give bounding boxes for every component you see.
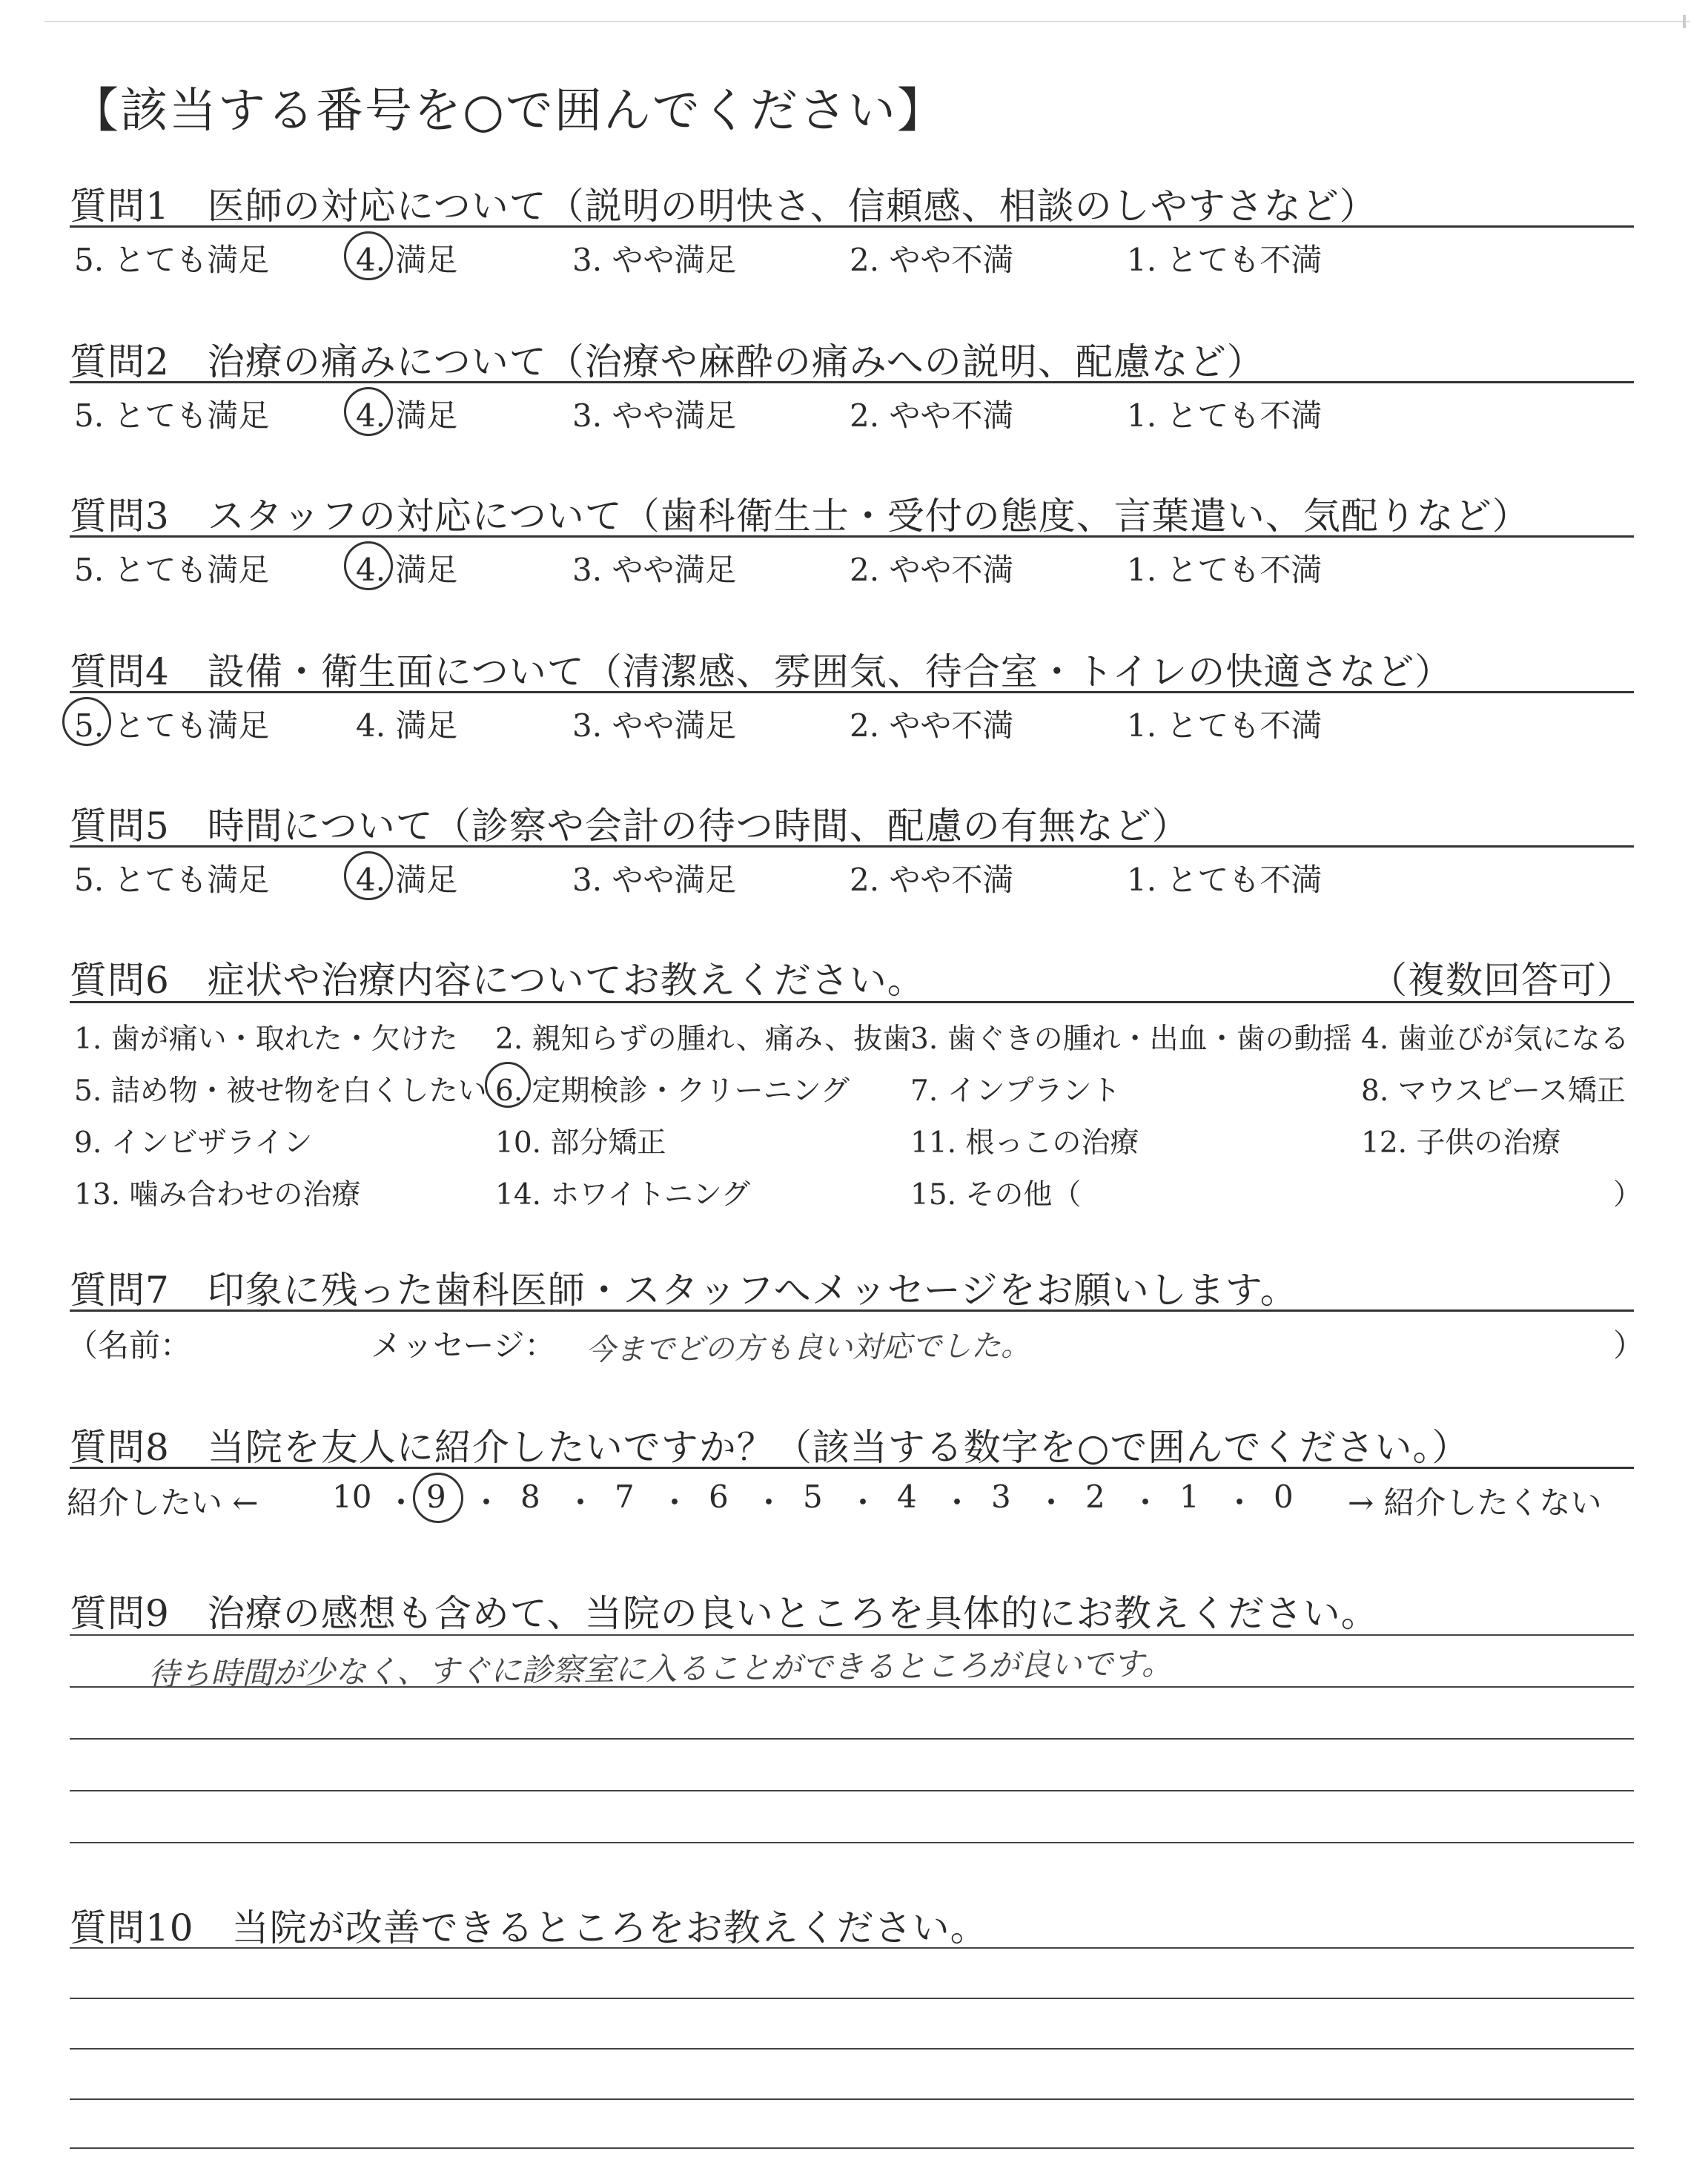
q8-selection-circle (413, 1473, 463, 1523)
q8-scale-10[interactable]: 10 (332, 1479, 372, 1515)
q9-answer-handwritten: 待ち時間が少なく、すぐに診察室に入ることができるところが良いです。 (148, 1645, 1174, 1693)
q6-heading: 質問6 症状や治療内容についてお教えください。 (70, 959, 925, 1002)
q6-option-4[interactable]: 4. 歯並びが気になる (1361, 1023, 1629, 1056)
q10-line-4 (70, 2098, 1634, 2100)
q6-option-15[interactable]: 15. その他（ (910, 1178, 1082, 1212)
q6-selection-circle (485, 1062, 531, 1108)
q8-right-label: → 紹介したくない (1348, 1484, 1602, 1521)
q7-name-label: （名前： (67, 1327, 192, 1364)
q8-separator: ・ (1036, 1484, 1068, 1521)
q10-line-5 (70, 2147, 1634, 2149)
q6-option-5[interactable]: 5. 詰め物・被せ物を白くしたい (74, 1074, 487, 1108)
q7-message-label: メッセージ： (371, 1327, 556, 1364)
form-title: 【該当する番号を○で囲んでください】 (71, 84, 946, 139)
q6-option-9[interactable]: 9. インビザライン (74, 1126, 313, 1160)
q1-option-1[interactable]: 1. とても不満 (1127, 242, 1323, 278)
q4-option-1[interactable]: 1. とても不満 (1127, 707, 1323, 744)
q2-option-5[interactable]: 5. とても満足 (74, 397, 270, 434)
q2-option-1[interactable]: 1. とても不満 (1127, 397, 1323, 434)
scan-top-edge (44, 21, 1690, 22)
q6-option-13[interactable]: 13. 噛み合わせの治療 (74, 1178, 361, 1212)
q2-heading: 質問2 治療の痛みについて（治療や麻酔の痛みへの説明、配慮など） (70, 340, 1265, 383)
q6-option-11[interactable]: 11. 根っこの治療 (910, 1126, 1139, 1160)
q5-option-2[interactable]: 2. やや不満 (850, 862, 1014, 898)
q1-selection-circle (344, 231, 393, 280)
q5-rule (70, 845, 1634, 848)
q2-rule (70, 381, 1634, 383)
q5-selection-circle (344, 851, 393, 900)
q4-rule (70, 691, 1634, 693)
q3-option-2[interactable]: 2. やや不満 (850, 552, 1014, 588)
q5-option-4[interactable]: 4. 満足 (356, 862, 458, 898)
q3-option-3[interactable]: 3. やや満足 (572, 552, 737, 588)
q8-scale-4[interactable]: 4 (897, 1479, 917, 1515)
q8-separator: ・ (753, 1484, 785, 1521)
q1-rule (70, 225, 1634, 228)
q6-option-3[interactable]: 3. 歯ぐきの腫れ・出血・歯の動揺 (910, 1023, 1352, 1056)
q2-option-3[interactable]: 3. やや満足 (572, 397, 737, 434)
q9-line-4 (70, 1790, 1634, 1791)
q6-option-1[interactable]: 1. 歯が痛い・取れた・欠けた (74, 1023, 458, 1056)
q1-option-5[interactable]: 5. とても満足 (74, 242, 270, 278)
q8-scale-3[interactable]: 3 (991, 1479, 1011, 1515)
q8-separator: ・ (1130, 1484, 1162, 1521)
q4-option-2[interactable]: 2. やや不満 (850, 707, 1014, 744)
q10-line-3 (70, 2048, 1634, 2050)
q1-heading: 質問1 医師の対応について（説明の明快さ、信頼感、相談のしやすさなど） (70, 185, 1377, 228)
q3-heading: 質問3 スタッフの対応について（歯科衛生士・受付の態度、言葉遣い、気配りなど） (70, 495, 1530, 538)
q8-separator: ・ (941, 1484, 973, 1521)
q9-heading: 質問9 治療の感想も含めて、当院の良いところを具体的にお教えください。 (70, 1592, 1379, 1635)
q8-left-label: 紹介したい ← (67, 1484, 259, 1521)
q2-option-2[interactable]: 2. やや不満 (850, 397, 1014, 434)
q4-option-3[interactable]: 3. やや満足 (572, 707, 737, 744)
q8-scale-9[interactable]: 9 (426, 1479, 446, 1515)
q6-option-10[interactable]: 10. 部分矯正 (495, 1126, 666, 1160)
q5-heading: 質問5 時間について（診察や会計の待つ時間、配慮の有無など） (70, 805, 1190, 848)
q8-scale-2[interactable]: 2 (1085, 1479, 1105, 1515)
q5-option-1[interactable]: 1. とても不満 (1127, 862, 1323, 898)
q7-message-handwritten: 今までどの方も良い対応でした。 (585, 1328, 1031, 1368)
q6-option-8[interactable]: 8. マウスピース矯正 (1361, 1074, 1626, 1108)
scan-corner-mark (1683, 15, 1686, 28)
q6-option-14[interactable]: 14. ホワイトニング (495, 1178, 750, 1212)
q1-option-4[interactable]: 4. 満足 (356, 242, 458, 278)
q5-option-3[interactable]: 3. やや満足 (572, 862, 737, 898)
q6-multi-note: （複数回答可） (1370, 959, 1635, 1002)
q8-heading: 質問8 当院を友人に紹介したいですか？（該当する数字を○で囲んでください。） (70, 1426, 1470, 1469)
q6-rule (70, 1001, 1634, 1003)
q8-scale-6[interactable]: 6 (709, 1479, 729, 1515)
q3-option-1[interactable]: 1. とても不満 (1127, 552, 1323, 588)
q6-option-6[interactable]: 6. 定期検診・クリーニング (495, 1074, 850, 1108)
q8-scale-7[interactable]: 7 (615, 1479, 635, 1515)
q2-option-4[interactable]: 4. 満足 (356, 397, 458, 434)
q3-rule (70, 535, 1634, 538)
q8-rule (70, 1467, 1634, 1469)
q10-heading: 質問10 当院が改善できるところをお教えください。 (70, 1906, 988, 1949)
q3-option-4[interactable]: 4. 満足 (356, 552, 458, 588)
q6-option-12[interactable]: 12. 子供の治療 (1361, 1126, 1561, 1160)
q2-selection-circle (344, 387, 393, 436)
q5-option-5[interactable]: 5. とても満足 (74, 862, 270, 898)
q6-option-2[interactable]: 2. 親知らずの腫れ、痛み、抜歯 (495, 1023, 912, 1056)
q4-option-4[interactable]: 4. 満足 (356, 707, 458, 744)
q3-selection-circle (344, 541, 393, 590)
q10-line-1 (70, 1947, 1634, 1949)
q9-line-1 (70, 1634, 1634, 1636)
q4-option-5[interactable]: 5. とても満足 (74, 707, 270, 744)
q9-line-2 (70, 1686, 1634, 1688)
q8-scale-8[interactable]: 8 (520, 1479, 540, 1515)
q8-scale-1[interactable]: 1 (1179, 1479, 1199, 1515)
q8-separator: ・ (659, 1484, 691, 1521)
q7-rule (70, 1309, 1634, 1312)
q9-line-3 (70, 1738, 1634, 1740)
q9-line-5 (70, 1842, 1634, 1843)
q7-close-paren: ） (1613, 1327, 1645, 1364)
q1-option-2[interactable]: 2. やや不満 (850, 242, 1014, 278)
q8-separator: ・ (847, 1484, 879, 1521)
q8-scale-0[interactable]: 0 (1274, 1479, 1294, 1515)
q6-option-7[interactable]: 7. インプラント (910, 1074, 1121, 1108)
q10-line-2 (70, 1998, 1634, 1999)
q8-separator: ・ (1224, 1484, 1256, 1521)
q3-option-5[interactable]: 5. とても満足 (74, 552, 270, 588)
q8-scale-5[interactable]: 5 (803, 1479, 823, 1515)
q8-separator: ・ (385, 1484, 417, 1521)
q4-selection-circle (62, 697, 111, 746)
q8-separator: ・ (565, 1484, 597, 1521)
q1-option-3[interactable]: 3. やや満足 (572, 242, 737, 278)
q7-heading: 質問7 印象に残った歯科医師・スタッフへメッセージをお願いします。 (70, 1269, 1298, 1312)
q6-close-paren: ） (1613, 1178, 1643, 1212)
q8-separator: ・ (471, 1484, 503, 1521)
q4-heading: 質問4 設備・衛生面について（清潔感、雰囲気、待合室・トイレの快適さなど） (70, 650, 1453, 693)
